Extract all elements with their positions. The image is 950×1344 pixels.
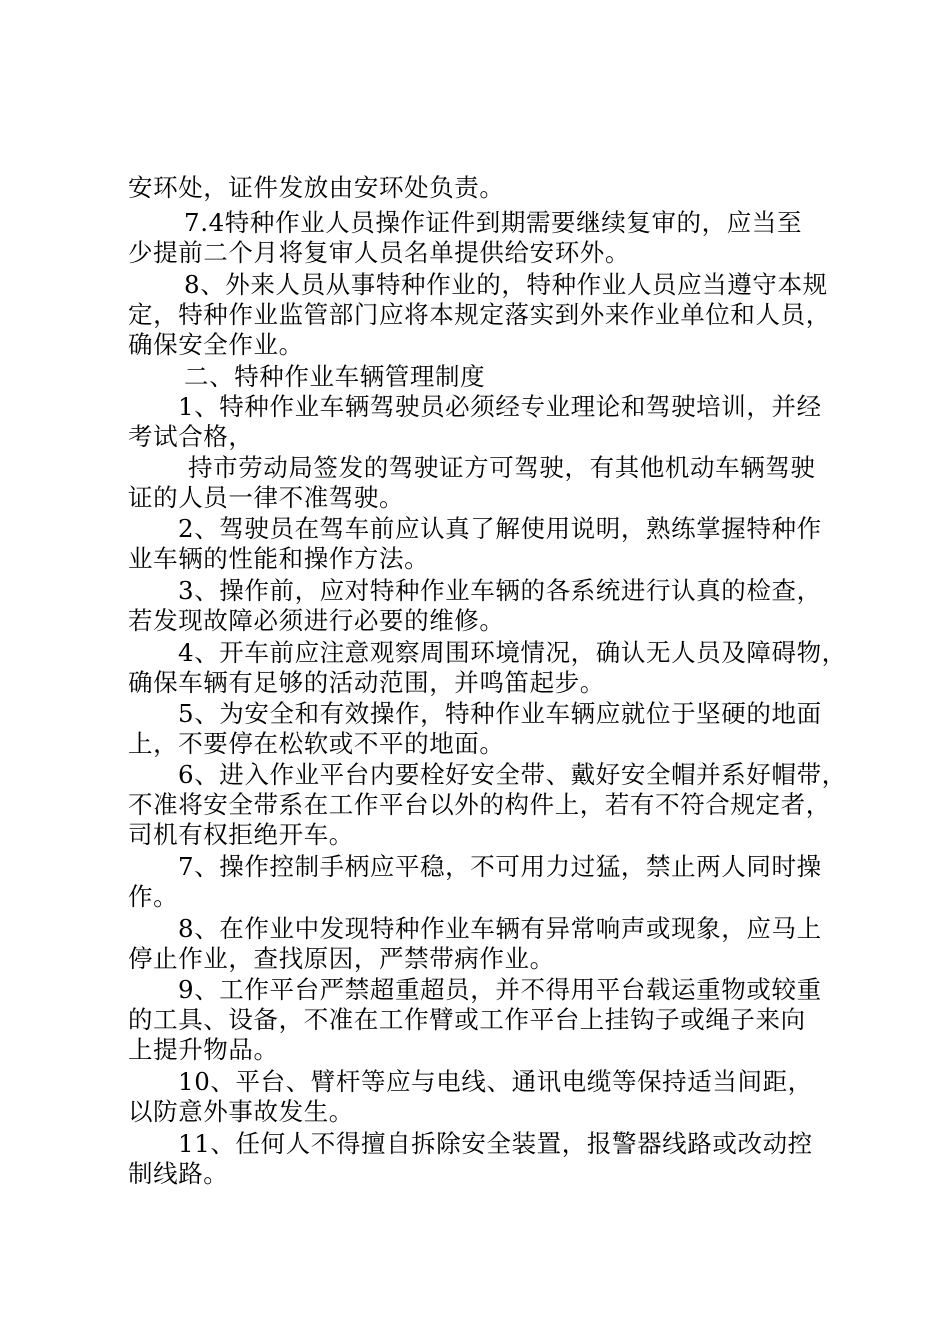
text-line: 司机有权拒绝开车。 — [128, 820, 354, 849]
text-line: 证的人员一律不准驾驶。 — [128, 483, 405, 512]
text-line: 持市劳动局签发的驾驶证方可驾驶，有其他机动车辆驾驶 — [188, 453, 816, 482]
text-line: 3、操作前，应对特种作业车辆的各系统进行认真的检查， — [178, 576, 822, 605]
text-line: 定，特种作业监管部门应将本规定落实到外来作业单位和人员， — [128, 300, 831, 329]
text-line: 7、操作控制手柄应平稳，不可用力过猛，禁止两人同时操 — [178, 852, 822, 881]
section-heading: 二、特种作业车辆管理制度 — [184, 362, 486, 391]
text-line: 2、驾驶员在驾车前应认真了解使用说明，熟练掌握特种作 — [178, 514, 822, 543]
text-line: 少提前二个月将复审人员名单提供给安环外。 — [128, 238, 630, 267]
text-line: 确保车辆有足够的活动范围，并鸣笛起步。 — [128, 668, 605, 697]
text-line: 9、工作平台严禁超重超员，并不得用平台载运重物或较重 — [178, 975, 822, 1004]
text-line: 11、任何人不得擅自拆除安全装置，报警器线路或改动控 — [178, 1129, 813, 1158]
text-line: 不准将安全带系在工作平台以外的构件上，若有不符合规定者， — [128, 790, 831, 819]
text-line: 以防意外事故发生。 — [128, 1097, 354, 1126]
text-line: 1、特种作业车辆驾驶员必须经专业理论和驾驶培训，并经 — [178, 392, 822, 421]
text-line: 8、在作业中发现特种作业车辆有异常响声或现象，应马上 — [178, 914, 822, 943]
text-line: 4、开车前应注意观察周围环境情况，确认无人员及障碍物， — [178, 638, 847, 667]
text-line: 若发现故障必须进行必要的维修。 — [128, 606, 505, 635]
text-line: 业车辆的性能和操作方法。 — [128, 544, 430, 573]
text-line: 作。 — [128, 882, 179, 911]
text-line: 确保安全作业。 — [128, 330, 304, 359]
text-line: 5、为安全和有效操作，特种作业车辆应就位于坚硬的地面 — [178, 699, 822, 728]
text-line: 停止作业，查找原因，严禁带病作业。 — [128, 944, 555, 973]
text-line: 10、平台、臂杆等应与电线、通讯电缆等保持适当间距， — [178, 1067, 813, 1096]
text-line: 的工具、设备，不准在工作臂或工作平台上挂钩子或绳子来向 — [128, 1005, 806, 1034]
text-line: 6、进入作业平台内要栓好安全带、戴好安全帽并系好帽带， — [178, 760, 847, 789]
text-line: 7.4特种作业人员操作证件到期需要继续复审的，应当至 — [184, 208, 803, 237]
text-line: 上提升物品。 — [128, 1035, 279, 1064]
text-line: 上，不要停在松软或不平的地面。 — [128, 729, 505, 758]
text-line: 8、外来人员从事特种作业的，特种作业人员应当遵守本规 — [184, 270, 828, 299]
text-line: 安环处，证件发放由安环处负责。 — [128, 173, 505, 202]
text-line: 考试合格， — [128, 422, 254, 451]
text-line: 制线路。 — [128, 1159, 229, 1188]
